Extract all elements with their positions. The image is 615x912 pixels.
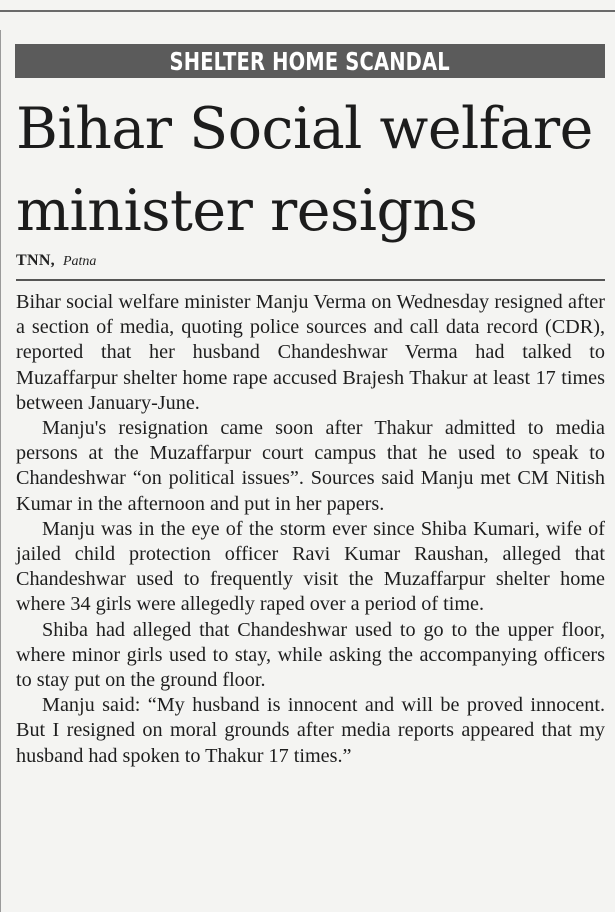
column-rule — [0, 30, 1, 912]
top-rule — [0, 10, 615, 12]
headline-line-2: minister resigns — [16, 178, 478, 244]
kicker-label: SHELTER HOME SCANDAL — [169, 46, 451, 76]
byline-rule — [16, 279, 605, 281]
headline-line-1: Bihar Social welfare — [16, 96, 593, 162]
byline-agency: TNN, — [16, 252, 55, 269]
headline — [16, 88, 615, 252]
byline-place: Patna — [62, 254, 97, 269]
paragraph-2: Manju's resignation came soon after Thakur admitted to media persons at the Muzaffarpur court campus that he used to speak to Chandeshwar “on political issues”. Sources said Manju met CM Nitish Kumar in the afternoon and put in her papers. — [16, 417, 605, 515]
article-body — [16, 290, 605, 769]
section-kicker — [15, 44, 605, 78]
paragraph-4: Shiba had alleged that Chandeshwar used to go to the upper floor, where minor girls used to stay, while asking the accompanying officers to stay put on the ground floor. — [16, 618, 605, 692]
paragraph-1: Bihar social welfare minister Manju Verma on Wednesday resigned after a section of media, quoting police sources and call data record (CDR), reported that her husband Chandeshwar Verma had talked to Muzaffarpur shelter home rape accused Brajesh Thakur at least 17 times between January-June. — [16, 291, 605, 414]
byline — [16, 252, 96, 270]
paragraph-5: Manju said: “My husband is innocent and will be proved innocent. But I resigned on moral grounds after media reports appeared that my husband had spoken to Thakur 17 times.” — [16, 694, 605, 767]
paragraph-3: Manju was in the eye of the storm ever since Shiba Kumari, wife of jailed child protection officer Ravi Kumar Raushan, alleged that Chandeshwar used to frequently visit the Muzaffarpur shelter home where 34 girls were allegedly raped over a period of time. — [16, 517, 605, 616]
